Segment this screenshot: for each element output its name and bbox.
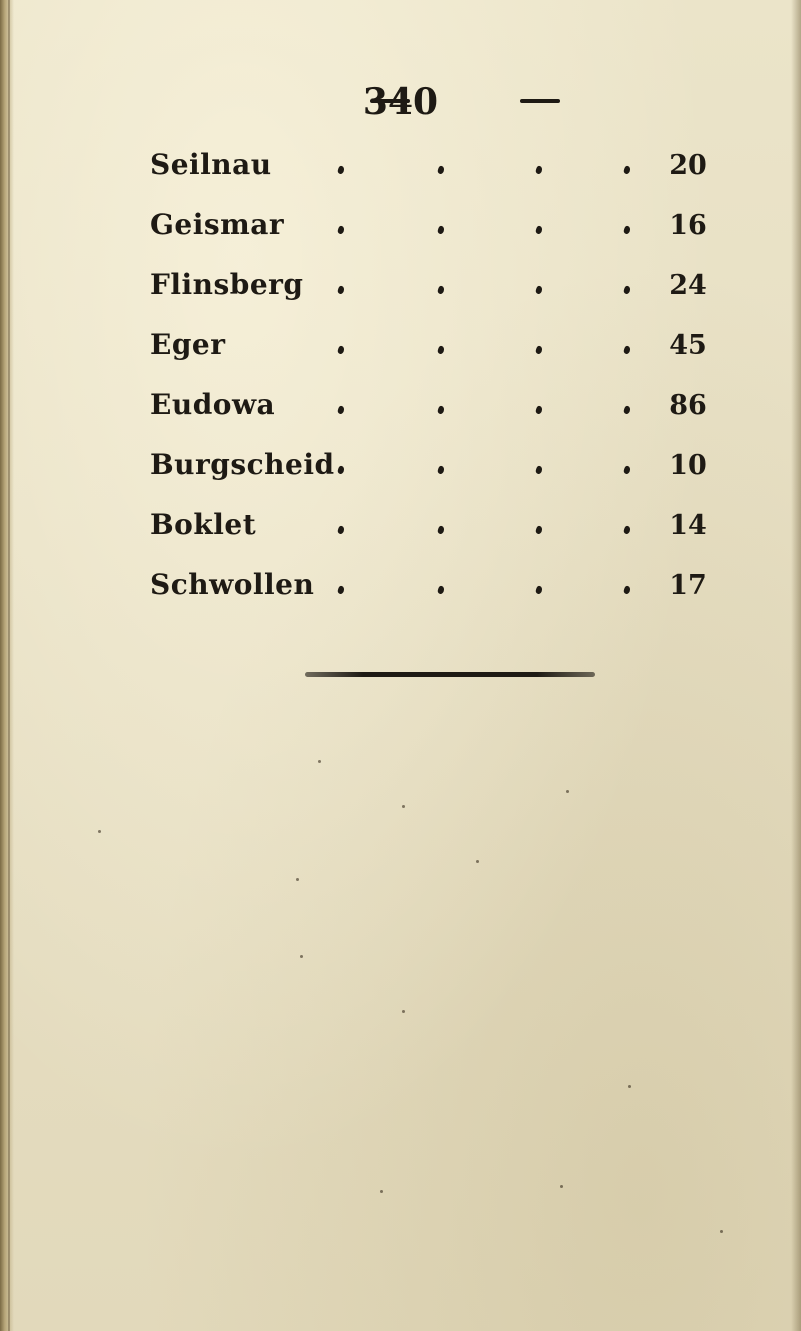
speck (300, 955, 303, 958)
leader-dot (535, 225, 543, 235)
page-left-edge (0, 0, 14, 1331)
entry-value: 86 (669, 390, 707, 421)
list-row (150, 260, 750, 320)
entry-name: Seilnau (150, 148, 272, 181)
leader-dot (623, 165, 631, 175)
leader-dot (437, 345, 445, 355)
leader-dot (535, 525, 543, 535)
leader-dot (535, 345, 543, 355)
list-row (150, 200, 750, 260)
entry-name: Flinsberg (150, 268, 304, 301)
speck (628, 1085, 631, 1088)
entry-value: 14 (669, 510, 707, 541)
entry-value: 45 (669, 330, 707, 361)
leader-dot (437, 285, 445, 295)
speck (380, 1190, 383, 1193)
leader-dot (337, 405, 345, 415)
leader-dot (437, 225, 445, 235)
leader-dot (337, 345, 345, 355)
entry-name: Burgscheid (150, 448, 335, 481)
entry-name: Eudowa (150, 388, 276, 421)
speck (402, 1010, 405, 1013)
entry-value: 10 (669, 450, 707, 481)
entry-value: 17 (669, 570, 707, 601)
leader-dot (535, 465, 543, 475)
leader-dot (437, 405, 445, 415)
leader-dot (623, 345, 631, 355)
speck (720, 1230, 723, 1233)
leader-dot (623, 285, 631, 295)
speck (402, 805, 405, 808)
leader-dot (337, 525, 345, 535)
entry-value: 24 (669, 270, 707, 301)
leader-dot (623, 225, 631, 235)
binding-line (8, 0, 10, 1331)
leader-dot (535, 285, 543, 295)
speck (560, 1185, 563, 1188)
leader-dot (623, 585, 631, 595)
entry-value: 16 (669, 210, 707, 241)
list-row (150, 440, 750, 500)
entry-name: Boklet (150, 508, 257, 541)
speck (318, 760, 321, 763)
list-row (150, 560, 750, 620)
leader-dot (337, 465, 345, 475)
speck (476, 860, 479, 863)
leader-dot (437, 585, 445, 595)
entry-value: 20 (669, 150, 707, 181)
name-value-list (150, 140, 750, 620)
page-right-edge (791, 0, 801, 1331)
closing-rule (305, 672, 595, 677)
leader-dot (337, 585, 345, 595)
leader-dot (337, 225, 345, 235)
list-row (150, 320, 750, 380)
leader-dot (535, 405, 543, 415)
leader-dot (623, 405, 631, 415)
entry-name: Schwollen (150, 568, 315, 601)
leader-dot (623, 525, 631, 535)
leader-dot (535, 585, 543, 595)
leader-dot (535, 165, 543, 175)
entry-name: Eger (150, 328, 226, 361)
leader-dot (337, 165, 345, 175)
entry-name: Geismar (150, 208, 285, 241)
leader-dot (623, 465, 631, 475)
speck (296, 878, 299, 881)
leader-dot (337, 285, 345, 295)
speck (566, 790, 569, 793)
leader-dot (437, 465, 445, 475)
header-dash-right (520, 99, 560, 103)
speck (98, 830, 101, 833)
list-row (150, 380, 750, 440)
list-row (150, 140, 750, 200)
page-number: 340 (362, 81, 439, 123)
leader-dot (437, 525, 445, 535)
list-row (150, 500, 750, 560)
page-header (0, 80, 801, 130)
leader-dot (437, 165, 445, 175)
